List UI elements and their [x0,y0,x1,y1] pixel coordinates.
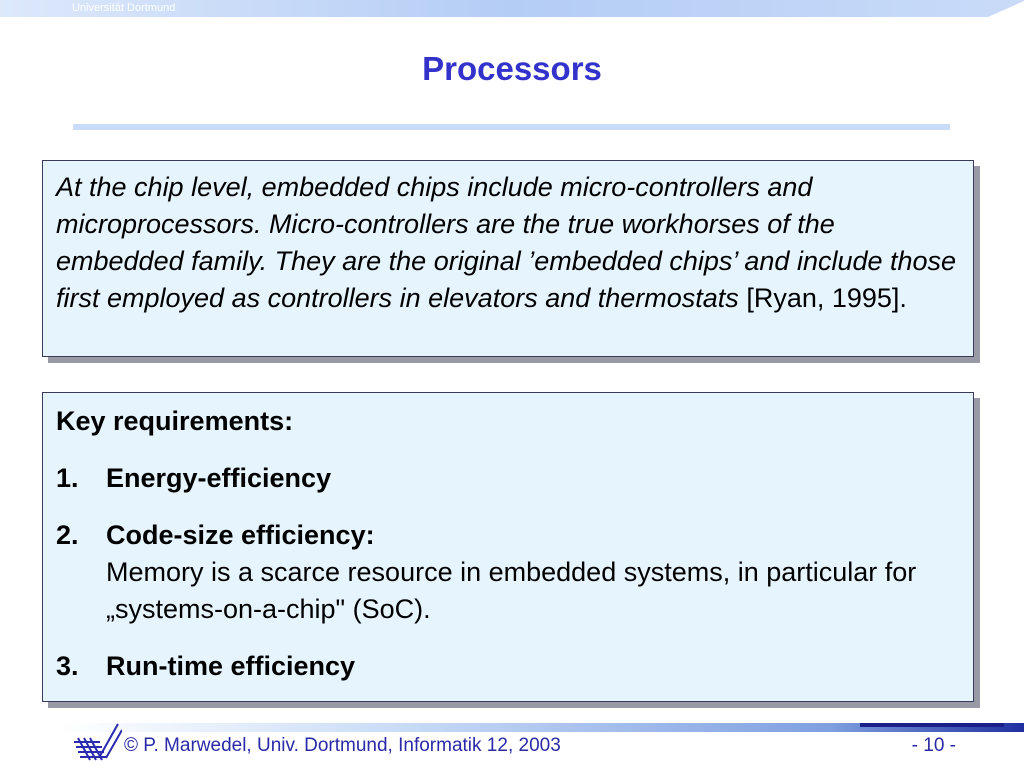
requirement-number: 1. [56,463,79,493]
requirement-label: Run-time efficiency [106,651,356,681]
requirement-label: Code-size efficiency: [106,520,375,550]
requirement-body [106,648,961,685]
requirement-number: 2. [56,520,79,550]
requirement-item [56,648,961,685]
requirements-heading: Key requirements: [56,406,294,436]
requirements-box [42,392,974,702]
requirement-detail: Memory is a scarce resource in embedded systems, in particular for „systems-on-a-chip" (SoC). [106,557,917,624]
quote-text [56,169,961,317]
footer-bar [0,718,1024,732]
quote-box [42,160,974,357]
title-divider [73,124,950,130]
requirement-number: 3. [56,651,79,681]
requirement-label: Energy-efficiency [106,463,332,493]
footer-copyright: © P. Marwedel, Univ. Dortmund, Informatik 12, 2003 [124,735,561,756]
page-title: Processors [422,50,602,87]
requirement-body [106,517,961,628]
university-logo-icon [70,722,122,767]
page-number: - 10 - [911,735,956,756]
quote-italic-text: At the chip level, embedded chips include micro-controllers and microprocessors. Micro-controllers are the true workhorses of the embedded family. They are the original ’embedded chips’ and include those first employed as controllers in elevators and thermostats [56,172,957,313]
requirement-body [106,460,961,497]
university-label: Universität Dortmund [72,2,176,14]
quote-citation: [Ryan, 1995]. [746,283,907,313]
requirement-item [56,460,961,497]
requirement-item [56,517,961,628]
